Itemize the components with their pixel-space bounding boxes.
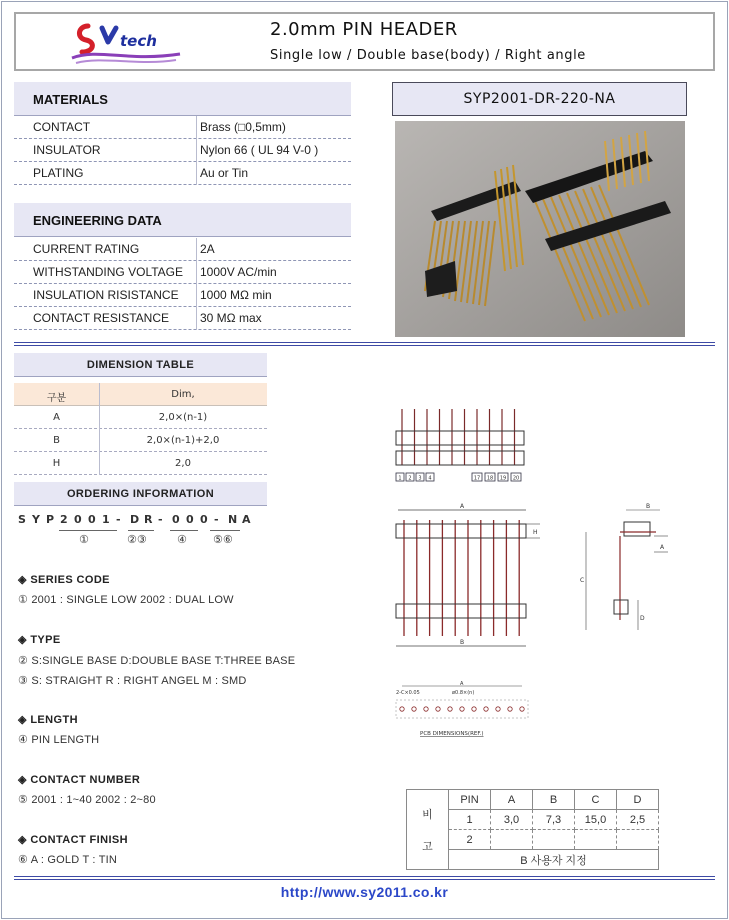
dim-symbol: B [53,435,60,446]
page-title: 2.0mm PIN HEADER [270,19,458,40]
table-note: B 사용자 지정 [449,850,659,870]
pcb-hole [520,707,524,711]
pin-number: 20 [512,475,520,482]
dim-label-h: H [533,529,538,536]
code-underline [210,530,240,531]
table-cell [617,830,659,850]
option-heading-contact-finish: ◈ CONTACT FINISH [18,834,128,846]
top-view-drawing [392,405,532,485]
pcb-hole [472,707,476,711]
engineering-row [14,307,351,330]
pcb-caption: PCB DIMENSIONS(REF.) [420,731,484,737]
pcb-layout-drawing [392,680,532,740]
code-marker: ⑤⑥ [213,533,233,546]
code-char: A [242,513,251,526]
code-underline [59,530,117,531]
side-label-2: 고 [422,840,433,853]
pin-number: 19 [499,475,507,482]
table-side-label [407,790,449,870]
dim-label-b: B [460,639,465,646]
option-line: ① 2001 : SINGLE LOW 2002 : DUAL LOW [18,594,234,606]
dim-symbol: H [52,458,61,469]
code-underline [128,530,154,531]
spec-value: Nylon 66 ( UL 94 V-0 ) [200,143,319,157]
dim-symbol: A [53,412,60,423]
engineering-row [14,238,351,261]
pcb-hole [448,707,452,711]
pin-number: 1 [398,475,402,482]
pcb-hole [460,707,464,711]
code-marker: ②③ [127,533,147,546]
option-heading-contact-number: ◈ CONTACT NUMBER [18,774,141,786]
dimension-table-row [14,429,267,452]
spec-value: 1000V AC/min [200,265,277,279]
code-char: Y [32,513,40,526]
code-char: - [214,513,219,526]
code-marker: ① [79,533,89,546]
code-char: 2 [60,513,68,526]
dim-label-d: D [640,615,645,622]
table-cell [533,830,575,850]
spec-value: Brass (□0,5mm) [200,120,286,134]
col-header: A [491,790,533,810]
spec-value: 30 MΩ max [200,311,262,325]
code-char: 0 [74,513,82,526]
dim-label-c: C [580,577,585,584]
dimension-table-header [14,383,267,406]
pin-number: 2 [408,475,412,482]
hole-callout: 2-C×0.05 [396,690,420,696]
code-char: D [130,513,140,526]
col-header: Dim, [171,389,195,400]
code-char: P [46,513,55,526]
table-cell [575,830,617,850]
code-char: - [158,513,163,526]
col-header: B [533,790,575,810]
pcb-hole [484,707,488,711]
code-char: R [144,513,153,526]
logo-text: tech [120,32,157,50]
spec-key: PLATING [33,166,84,180]
product-photo [395,121,685,337]
code-char: 0 [186,513,194,526]
part-number: SYP2001-DR-220-NA [392,82,687,116]
reference-table [406,789,659,870]
pin-number: 4 [428,475,432,482]
code-char: 1 [102,513,110,526]
code-char: 0 [88,513,96,526]
col-header: 구분 [46,393,67,404]
option-line: ⑤ 2001 : 1~40 2002 : 2~80 [18,794,156,806]
side-view-drawing [580,500,680,638]
code-char: N [228,513,238,526]
option-line: ⑥ A : GOLD T : TIN [18,854,118,866]
engineering-row [14,261,351,284]
hole-callout: ø0.8×(n) [452,690,475,696]
table-cell: 1 [449,810,491,830]
pcb-hole [508,707,512,711]
dim-formula: 2,0×(n-1) [158,412,208,423]
pcb-hole [496,707,500,711]
spec-key: CONTACT [33,120,91,134]
option-heading-series: ◈ SERIES CODE [18,574,110,586]
pcb-hole [436,707,440,711]
pcb-hole [424,707,428,711]
dim-formula: 2,0 [175,458,191,469]
spec-value: 2A [200,242,215,256]
dimension-table-row [14,406,267,429]
spec-key: CONTACT RESISTANCE [33,311,170,325]
side-label-1: 비 [422,808,433,821]
code-char: 0 [172,513,180,526]
code-char: S [18,513,26,526]
materials-row [14,162,351,185]
spec-key: INSULATION RISISTANCE [33,288,179,302]
dimension-table-row [14,452,267,475]
option-line: ② S:SINGLE BASE D:DOUBLE BASE T:THREE BASE [18,655,296,667]
code-marker: ④ [177,533,187,546]
col-header: D [617,790,659,810]
code-char: 0 [200,513,208,526]
section-divider [14,342,715,346]
materials-heading: MATERIALS [14,82,351,116]
table-cell [491,830,533,850]
col-header: C [575,790,617,810]
option-heading-type: ◈ TYPE [18,634,61,646]
dimension-table-title: DIMENSION TABLE [14,353,267,377]
pin-number: 17 [473,475,481,482]
option-line: ③ S: STRAIGHT R : RIGHT ANGEL M : SMD [18,675,247,687]
footer-url-link[interactable]: http://www.sy2011.co.kr [280,884,449,900]
footer-divider [14,876,715,880]
table-cell: 2 [449,830,491,850]
engineering-heading: ENGINEERING DATA [14,203,351,237]
table-cell: 2,5 [617,810,659,830]
page-subtitle: Single low / Double base(body) / Right angle [270,48,586,63]
option-line: ④ PIN LENGTH [18,734,100,746]
col-header: PIN [449,790,491,810]
materials-row [14,139,351,162]
spec-key: INSULATOR [33,143,101,157]
front-view-drawing [390,498,550,656]
dim-label-a: A [660,544,665,551]
table-cell: 15,0 [575,810,617,830]
spec-key: WITHSTANDING VOLTAGE [33,265,184,279]
spec-value: Au or Tin [200,166,249,180]
dim-label-b: B [646,503,651,510]
engineering-row [14,284,351,307]
materials-row [14,116,351,139]
dim-label-a: A [460,503,465,510]
code-char: - [116,513,121,526]
pcb-hole [412,707,416,711]
pin-number: 18 [486,475,494,482]
dim-label-a: A [460,681,464,687]
pin-number: 3 [418,475,422,482]
option-heading-length: ◈ LENGTH [18,714,78,726]
code-underline [170,530,198,531]
dim-formula: 2,0×(n-1)+2,0 [146,435,220,446]
ordering-title: ORDERING INFORMATION [14,482,267,506]
spec-value: 1000 MΩ min [200,288,272,302]
table-cell: 3,0 [491,810,533,830]
table-cell: 7,3 [533,810,575,830]
pcb-hole [400,707,404,711]
spec-key: CURRENT RATING [33,242,140,256]
sy-tech-logo [68,18,188,66]
